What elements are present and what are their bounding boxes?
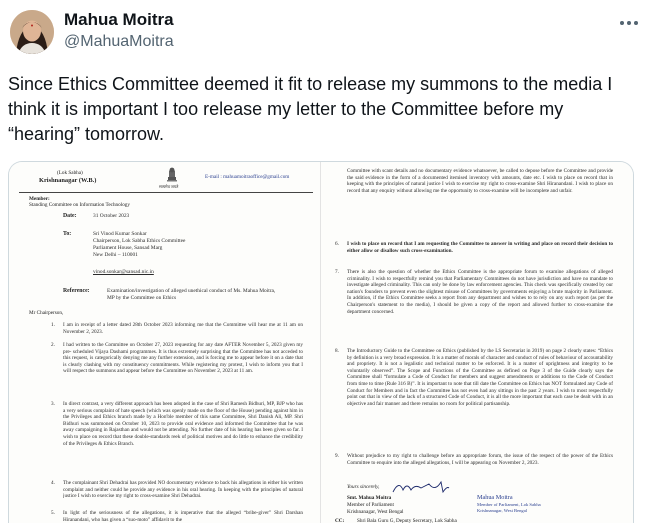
member-label: Member: [29,196,50,202]
salutation: Mr Chairperson, [29,310,64,316]
letter-paragraph-4: The complainant Shri Dehadrai has provided NO documentary evidence to back his allegations in either his written complaint and neither could he provide any evidence in his oral hearing. In keeping with the principles of natural justice I wish to exercise my right to cross-examine Shri Dehadrai. [63,480,303,500]
cc-label: CC: [335,518,345,523]
dot [627,21,631,25]
letter-page-2[interactable] [321,162,633,523]
lok-sabha-label: (Lok Sabha) [57,170,83,176]
letter-paragraph-7: There is also the question of whether the Ethics Committee is the appropriate forum to examine allegations of alleged criminality. I wish to respectfully remind you that Parliamentary Committees do not have jurisdiction and have no mandate to investigate alleged criminality. This can only be done by law enforcement agencies. This check was specifically created by our nation's founders to prevent even the slightest misuse of Committees by governments enjoying a brute majority in Parliament. In addition, if the Ethics Committee seeks a report from any department and wishes to to rely on any such report (as per the Chairperson's statement to the media), I should be given a copy of the report and allowed further to cross-examine the department concerned. [347,269,613,315]
reference-line: Examination/investigation of alleged unethical conduct of Ms. Mahua Moitra, [107,288,276,294]
dot [620,21,624,25]
signature-image [391,478,451,501]
more-horizontal-icon[interactable] [618,12,640,34]
signer-name: Smt. Mahua Moitra [347,495,392,501]
para-number: 1. [51,322,55,328]
signer-place: Krishnanagar, West Bengal [347,509,404,515]
letter-paragraph-1: I am in receipt of a letter dated 28th October 2023 informing me that the Committee will hear me at 11 am on November 2, 2023. [63,322,303,335]
reference-label: Reference: [63,288,90,294]
author-handle[interactable]: @MahuaMoitra [64,33,174,50]
stamp-role: Member of Parliament, Lok Sabha [477,502,541,507]
letter-paragraph-8: The Introductory Guide to the Committee on Ethics (published by the LS Secretariat in 2019) on page 2 clearly states: “Ethics by definition is a very broad expression. It is a matter of morals of character and conduct of rules of behaviour of accountability and propriety. It is not a legalistic and technical matter to be enforced. It is a matter of uprightness and integrity to be voluntarily observed”. The Scope and Functions of the Committee as defined on Page 3 of the Guide clearly says the Committee shall “formulate a Code of Conduct for members and suggest amendments or additions to the Code of Conduct from time to time (Rule 316 B)”. It is important to note that till date the Committee on Ethics has NOT formulated any Code of Conduct for Members and in fact the Committee has not even had any sittings in the past 2 years. I wish to most respectfully point out that in view of the lack of a structured Code of Conduct, it is all the more important that each case be dealt with in an objective and fair manner and there remains no room for political partisanship. [347,348,613,407]
cc-value: Shri Bala Guru G, Deputy Secretary, Lok Sabha [357,518,457,523]
letter-paragraph-2: I had written to the Committee on October 27, 2023 requesting for any date AFTER November 5, 2023 given my pre- scheduled Vijaya Dashami programmes. It is thus extremely surprising that the Committee has not acceded to this request, is categorically denying me any further extension, and is forcing me to appear before it on a date that is clearly clashing with my constituency commitments. While registering my protest, I wish to inform you that I will respect the summons and appear before the Committee on November 2, 2023 at 11 am. [63,342,303,375]
emblem-caption: सत्यमेव जयते [159,184,179,189]
para-number: 7. [335,269,339,275]
to-line: Parliament House, Sansad Marg [93,245,163,251]
avatar-image [10,10,54,54]
dot [634,21,638,25]
to-line: Chairperson, Lok Sabha Ethics Committee [93,238,186,244]
date-label: Date: [63,213,77,219]
para-number: 4. [51,480,55,486]
tweet-header [8,8,642,56]
stamp-place: Krishnanagar, West Bengal [477,508,528,513]
to-line: New Delhi – 110001 [93,252,138,258]
constituency-label: Krishnanagar (W.B.) [39,177,97,184]
to-line: Sri Vinod Kumar Sonkar [93,231,147,237]
closing: Yours sincerely, [347,484,380,490]
member-role: Standing Committee on Information Technology [29,202,130,208]
para-number: 2. [51,342,55,348]
to-label: To: [63,231,72,237]
letter-paragraph-5: In light of the seriousness of the allegations, it is imperative that the alleged “bribe-giver” Shri Darshan Hiranandani, who has given a “suo-moto” affidavit to the [63,510,303,523]
date-value: 31 October 2023 [93,213,130,219]
para-number: 8. [335,348,339,354]
para-number: 9. [335,453,339,459]
para-number: 3. [51,401,55,407]
tweet-text: Since Ethics Committee deemed it fit to release my summons to the media I think it is important I too release my letter to the Committee before my “hearing” tomorrow. [8,74,613,144]
letter-paragraph-3: In direct contrast, a very different approach has been adopted in the case of Shri Ramesh Bidhuri, MP, BJP who has a very serious complaint of hate speech (which was openly made on the floor of the House) pending against him in the Privileges and Ethics branch made by a Hon'ble member of this same Committee, Shri Danish Ali, MP. Shri Bidhuri was summoned on October 10, 2023 to provide oral evidence and informed the Committee that he was away campaigning in Rajasthan and would not be attending. No further date of his hearing has been given so far. I wish to place on record that these double-standards reek of political motives and do little to enhance the credibility of the Privileges & Ethics Branch. [63,401,303,447]
stamp-name: Mahua Moitra [477,494,513,501]
para-number: 6. [335,241,339,247]
profile-avatar[interactable] [10,10,54,54]
office-email: E-mail : mahuamoitraoffice@gmail.com [205,174,290,180]
signer-role: Member of Parliament [347,502,394,508]
letter-paragraph-6: I wish to place on record that I am requesting the Committee to answer in writing and place on record their decision to either allow or disallow such cross-examination. [347,241,613,254]
to-email: vinod.sonkar@sansad.nic.in [93,269,154,275]
letter-paragraph-9: Without prejudice to my right to challenge before an appropriate forum, the issue of the respect of the power of the Ethics Committee to enquire into the alleged allegations, I will be appearing on November 2, 2023. [347,453,613,466]
header-divider [19,192,313,193]
letter-paragraph-5-cont: Committee with scant details and no documentary evidence whatsoever, be called to depose before the Committee and provide the said evidence in the form of a documented itemised inventory with amounts, date etc. I wish to place on record that in keeping with the principles of natural justice I wish to exercise my right to cross-examine Shri Hiranandani. I wish to place on record that any enquiry without allowing me the opportunity to cross-examine will be incomplete and unfair. [347,168,613,194]
letter-page-1[interactable] [9,162,321,523]
para-number: 5. [51,510,55,516]
tweet-media[interactable] [8,161,634,523]
author-name[interactable]: Mahua Moitra [64,10,174,29]
reference-line: MP by the Committee on Ethics [107,295,177,301]
